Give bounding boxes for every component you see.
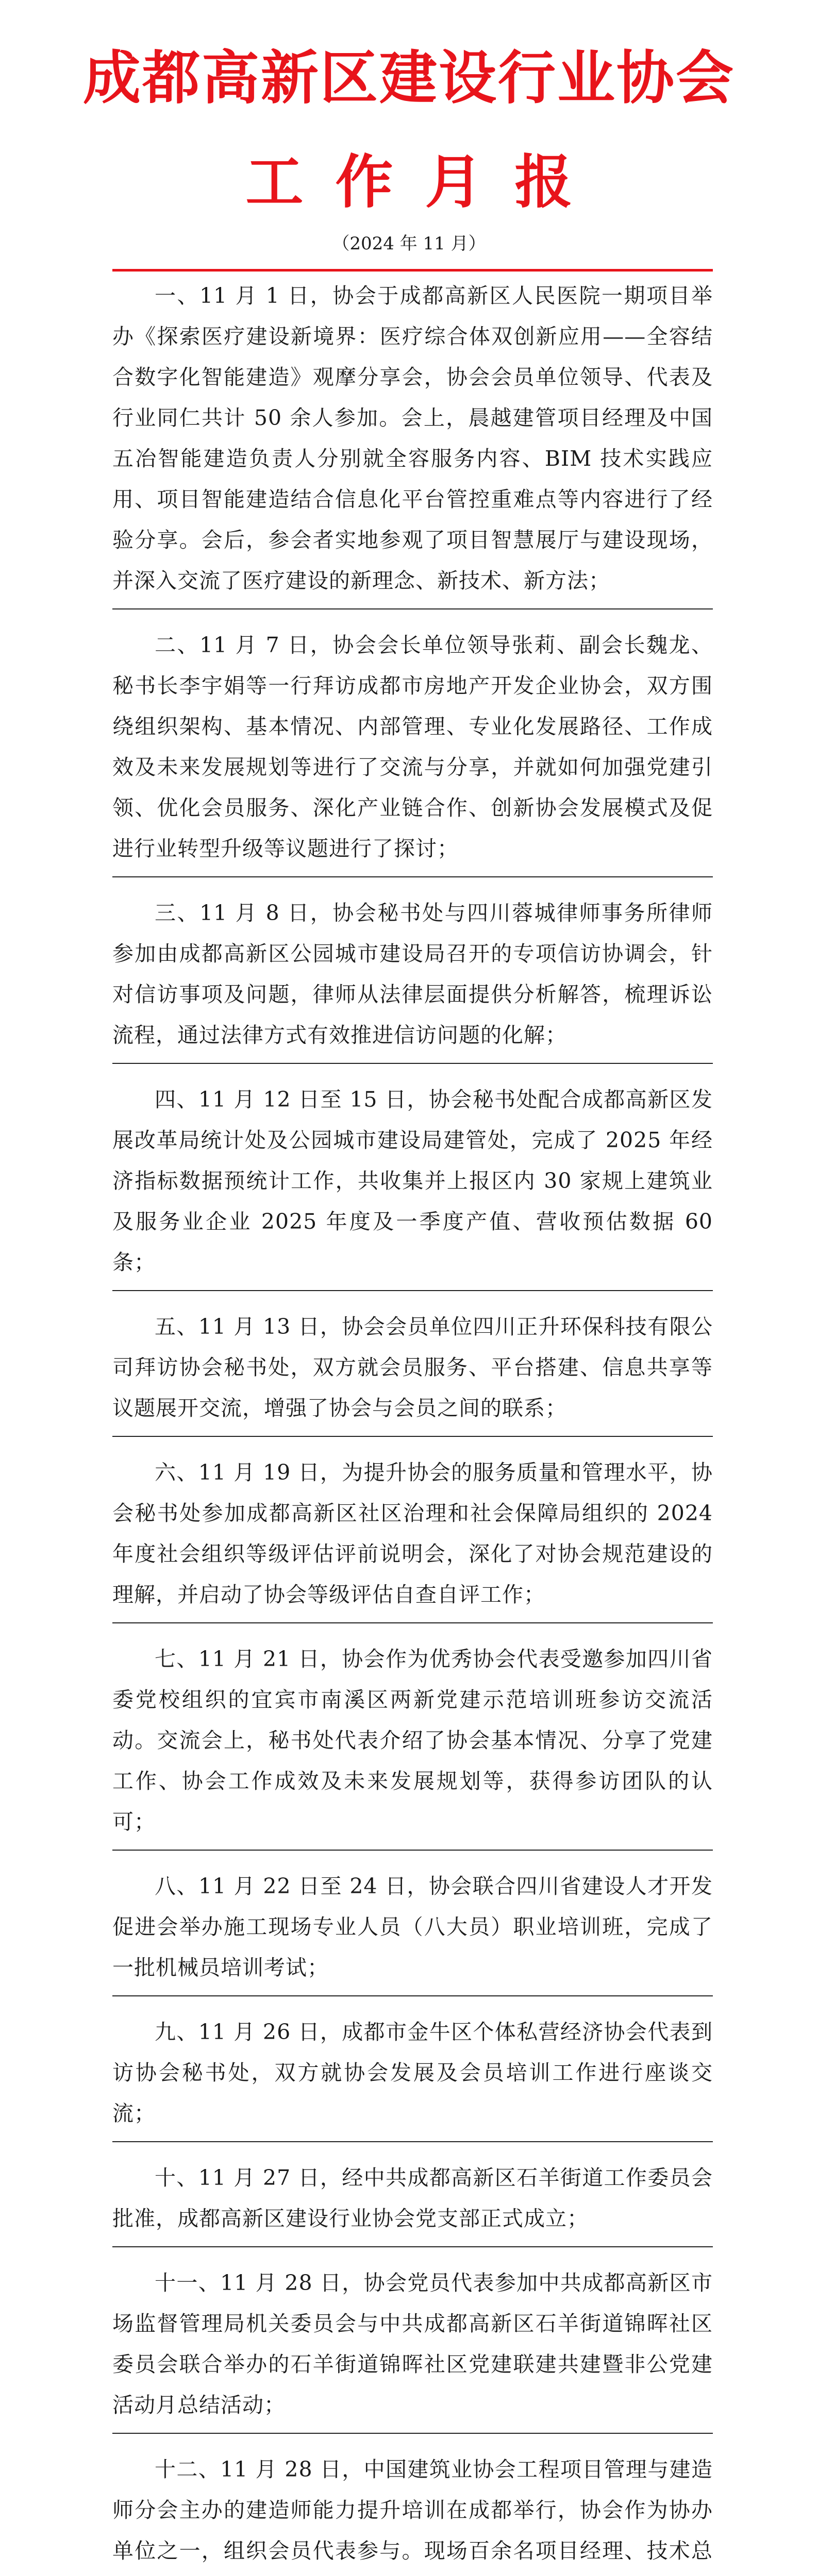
report-item-6: 六、11 月 19 日，为提升协会的服务质量和管理水平，协会秘书处参加成都高新区社区治理和社会保障局组织的 2024 年度社会组织等级评估评前说明会，深化了对协会规范建设的理解，并启动了协会等级评估自查自评工作； bbox=[112, 1460, 713, 1607]
item-divider bbox=[112, 1436, 713, 1437]
report-item-2: 二、11 月 7 日，协会会长单位领导张莉、副会长魏龙、秘书长李宇娟等一行拜访成都市房地产开发企业协会，双方围绕组织架构、基本情况、内部管理、专业化发展路径、工作成效及未来发展规划等进行了交流与分享，并就如何加强党建引领、优化会员服务、深化产业链合作、创新协会发展模式及促进行业转型升级等议题进行了探讨； bbox=[112, 633, 713, 861]
report-item-9: 九、11 月 26 日，成都市金牛区个体私营经济协会代表到访协会秘书处，双方就协会发展及会员培训工作进行座谈交流； bbox=[112, 2020, 713, 2126]
item-divider bbox=[112, 1850, 713, 1851]
header-divider bbox=[112, 269, 713, 272]
report-item-5: 五、11 月 13 日，协会会员单位四川正升环保科技有限公司拜访协会秘书处，双方就会员服务、平台搭建、信息共享等议题展开交流，增强了协会与会员之间的联系； bbox=[112, 1314, 713, 1420]
report-item-1: 一、11 月 1 日，协会于成都高新区人民医院一期项目举办《探索医疗建设新境界：医疗综合体双创新应用——全容结合数字化智能建造》观摩分享会，协会会员单位领导、代表及行业同仁共计 50 余人参加。会上，晨越建管项目经理及中国五冶智能建造负责人分别就全容服务内容、BIM 技术实践应用、项目智能建造结合信息化平台管控重难点等内容进行了经验分享。会后，参会者实地参观了项目智慧展厅与建设现场，并深入交流了医疗建设的新理念、新技术、新方法； bbox=[112, 283, 713, 593]
report-item-11: 十一、11 月 28 日，协会党员代表参加中共成都高新区市场监督管理局机关委员会与中共成都高新区石羊街道锦晖社区委员会联合举办的石羊街道锦晖社区党建联建共建暨非公党建活动月总结活动； bbox=[112, 2270, 713, 2417]
issue-date: （2024 年 11 月） bbox=[332, 233, 486, 254]
item-divider bbox=[112, 876, 713, 877]
item-divider bbox=[112, 2141, 713, 2142]
report-title: 工作月报 bbox=[245, 148, 605, 216]
org-title: 成都高新区建设行业协会 bbox=[83, 44, 735, 112]
item-divider bbox=[112, 2246, 713, 2247]
report-item-4: 四、11 月 12 日至 15 日，协会秘书处配合成都高新区发展改革局统计处及公园城市建设局建管处，完成了 2025 年经济指标数据预统计工作，共收集并上报区内 30 家规上建筑业及服务业企业 2025 年度及一季度产值、营收预估数据 60 条； bbox=[112, 1087, 713, 1275]
item-divider bbox=[112, 1290, 713, 1291]
report-body bbox=[112, 276, 713, 2576]
report-item-12: 十二、11 月 28 日，中国建筑业协会工程项目管理与建造师分会主办的建造师能力提升培训在成都举行，协会作为协办单位之一，组织会员代表参与。现场百余名项目经理、技术总 bbox=[112, 2457, 713, 2563]
report-item-10: 十、11 月 27 日，经中共成都高新区石羊街道工作委员会批准，成都高新区建设行业协会党支部正式成立； bbox=[112, 2165, 713, 2231]
item-divider bbox=[112, 1622, 713, 1623]
report-item-3: 三、11 月 8 日，协会秘书处与四川蓉城律师事务所律师参加由成都高新区公园城市建设局召开的专项信访协调会，针对信访事项及问题，律师从法律层面提供分析解答，梳理诉讼流程，通过法律方式有效推进信访问题的化解； bbox=[112, 901, 713, 1047]
item-divider bbox=[112, 1063, 713, 1064]
item-divider bbox=[112, 608, 713, 609]
report-item-8: 八、11 月 22 日至 24 日，协会联合四川省建设人才开发促进会举办施工现场专业人员（八大员）职业培训班，完成了一批机械员培训考试； bbox=[112, 1874, 713, 1980]
report-item-7: 七、11 月 21 日，协会作为优秀协会代表受邀参加四川省委党校组织的宜宾市南溪区两新党建示范培训班参访交流活动。交流会上，秘书处代表介绍了协会基本情况、分享了党建工作、协会工作成效及未来发展规划等，获得参访团队的认可； bbox=[112, 1647, 713, 1834]
item-divider bbox=[112, 2433, 713, 2434]
item-divider bbox=[112, 1995, 713, 1996]
